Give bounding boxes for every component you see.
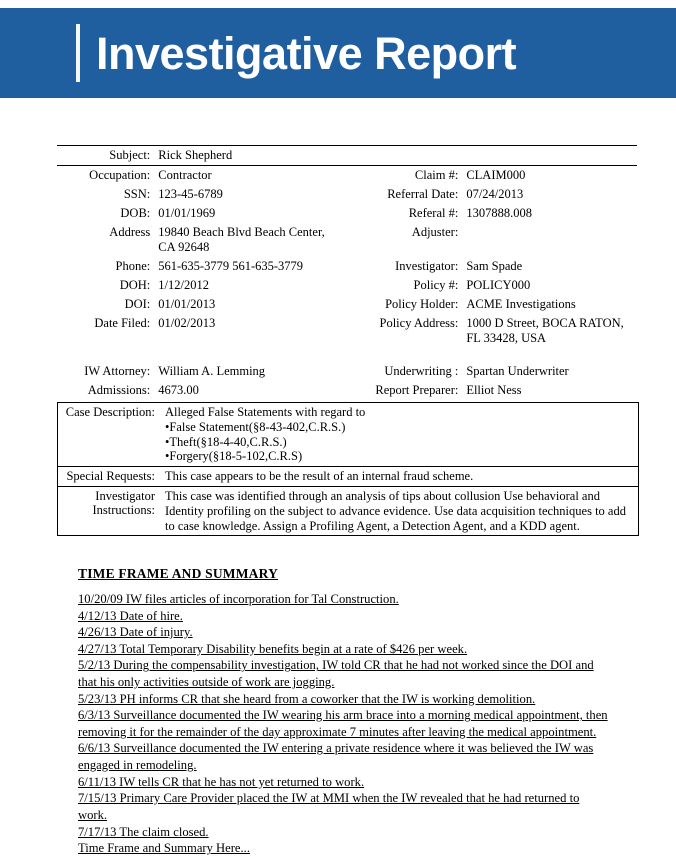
field-label: Address [109, 225, 151, 239]
case-description-row [58, 403, 638, 467]
table-row [57, 314, 637, 348]
investigator-instructions-label [58, 487, 160, 536]
field-value: Contractor [158, 168, 212, 182]
time-frame-section [78, 566, 608, 857]
table-row [57, 146, 637, 166]
field-label: Referal #: [408, 206, 459, 220]
field-label: DOI: [124, 297, 151, 311]
table-row [57, 204, 637, 223]
list-item: 7/17/13 The claim closed. [78, 824, 209, 839]
time-frame-title: TIME FRAME AND SUMMARY [78, 566, 279, 581]
field-value: POLICY000 [466, 278, 531, 292]
field-label [347, 348, 462, 362]
field-value: Elliot Ness [466, 383, 522, 397]
field-label: Policy Address: [379, 316, 459, 330]
table-row [57, 381, 637, 400]
field-value: CLAIM000 [466, 168, 526, 182]
page-title: Investigative Report [96, 27, 517, 79]
field-value: 1307888.008 [466, 206, 532, 220]
field-value [154, 348, 347, 362]
list-item: 6/3/13 Surveillance documented the IW wearing his arm brace into a morning medical appointment, then removing it for the remainder of the day approximate 7 minutes after leaving the medical appointment. [78, 708, 608, 739]
field-value: 01/01/2013 [158, 297, 216, 311]
subject-label: Subject: [57, 146, 154, 166]
list-item: •Theft(§18-4-40,C.R.S.) [165, 434, 287, 449]
field-label: Date Filed: [94, 316, 151, 330]
list-item: •False Statement(§8-43-402,C.R.S.) [165, 419, 346, 434]
field-label: Investigator: [395, 259, 459, 273]
list-item: •Forgery(§18-5-102,C.R.S) [165, 449, 303, 464]
field-value [462, 348, 637, 362]
field-value: 01/02/2013 [158, 316, 216, 330]
field-value: 07/24/2013 [466, 187, 524, 201]
special-requests-value: This case appears to be the result of an internal fraud scheme. [160, 467, 638, 487]
table-row-spacer [57, 348, 637, 362]
case-description-bullets [165, 420, 633, 464]
field-label: DOH: [119, 278, 151, 292]
list-item: 6/6/13 Surveillance documented the IW entering a private residence where it was believed the IW was engaged in remodeling. [78, 741, 594, 773]
field-value: 01/01/1969 [158, 206, 216, 220]
investigator-instructions-value: This case was identified through an analysis of tips about collusion Use behavioral and Identity profiling on the subject to advance evidence. Use data acquisition techniques to add to case knowledge. Assign a Profiling Agent, a Detection Agent, and a KDD agent. [160, 487, 638, 536]
field-value: 561-635-3779 561-635-3779 [158, 259, 304, 273]
field-label: Phone: [115, 259, 151, 273]
investigator-instructions-row [58, 487, 638, 536]
investigator-instructions-label-line1: Investigator [95, 489, 155, 503]
field-label: Report Preparer: [375, 383, 459, 397]
field-value: Sam Spade [466, 259, 523, 273]
field-label: SSN: [123, 187, 151, 201]
field-value: 123-45-6789 [158, 187, 223, 201]
field-value: 4673.00 [158, 383, 199, 397]
table-row [57, 295, 637, 314]
field-value: Spartan Underwriter [466, 364, 569, 378]
field-value: 19840 Beach Blvd Beach Center, CA 92648 [158, 225, 325, 254]
field-value: 1000 D Street, BOCA RATON, FL 33428, USA [466, 316, 624, 345]
list-item: 5/23/13 PH informs CR that she heard from a coworker that the IW is working demolition. [78, 691, 536, 706]
field-value: 1/12/2012 [158, 278, 209, 292]
table-row [57, 223, 637, 257]
investigator-instructions-label-line2: Instructions: [92, 503, 155, 518]
field-label: Admissions: [87, 383, 151, 397]
field-label: Policy #: [413, 278, 459, 292]
field-label: Referral Date: [387, 187, 459, 201]
list-item: 6/11/13 IW tells CR that he has not yet returned to work. [78, 774, 365, 789]
case-details-box [57, 402, 639, 536]
field-label: Occupation: [89, 168, 151, 182]
list-item: 10/20/09 IW files articles of incorporation for Tal Construction. [78, 592, 399, 606]
field-label: IW Attorney: [84, 364, 151, 378]
special-requests-row [58, 467, 638, 487]
table-row [57, 185, 637, 204]
list-item: Time Frame and Summary Here... [78, 841, 250, 856]
table-row [57, 257, 637, 276]
special-requests-label: Special Requests: [58, 467, 160, 487]
table-row [57, 166, 637, 186]
list-item: 4/26/13 Date of injury. [78, 625, 193, 640]
field-label: Policy Holder: [385, 297, 459, 311]
table-row [57, 276, 637, 295]
list-item: 4/27/13 Total Temporary Disability benefits begin at a rate of $426 per week. [78, 641, 468, 656]
case-description-value [160, 403, 638, 467]
banner-divider [76, 24, 80, 82]
field-label: DOB: [120, 206, 151, 220]
list-item: 5/2/13 During the compensability investigation, IW told CR that he had not worked since the DOI and that his only activities outside of work are jogging. [78, 658, 594, 690]
table-row [57, 362, 637, 381]
field-label: Adjuster: [411, 225, 459, 239]
time-frame-entries [78, 591, 608, 857]
field-value: William A. Lemming [158, 364, 266, 378]
field-value: ACME Investigations [466, 297, 576, 311]
subject-value: Rick Shepherd [154, 146, 637, 166]
field-value [462, 223, 637, 257]
case-description-label: Case Description: [65, 405, 155, 419]
field-label: Claim #: [414, 168, 459, 182]
claim-info-table [57, 145, 637, 400]
field-label: Underwriting : [384, 364, 459, 378]
report-header-banner [0, 8, 676, 98]
list-item: 7/15/13 Primary Care Provider placed the IW at MMI when the IW revealed that he had returned to work. [78, 791, 580, 822]
field-label [57, 348, 154, 362]
case-description-intro: Alleged False Statements with regard to [165, 405, 366, 419]
list-item: 4/12/13 Date of hire. [78, 608, 183, 623]
